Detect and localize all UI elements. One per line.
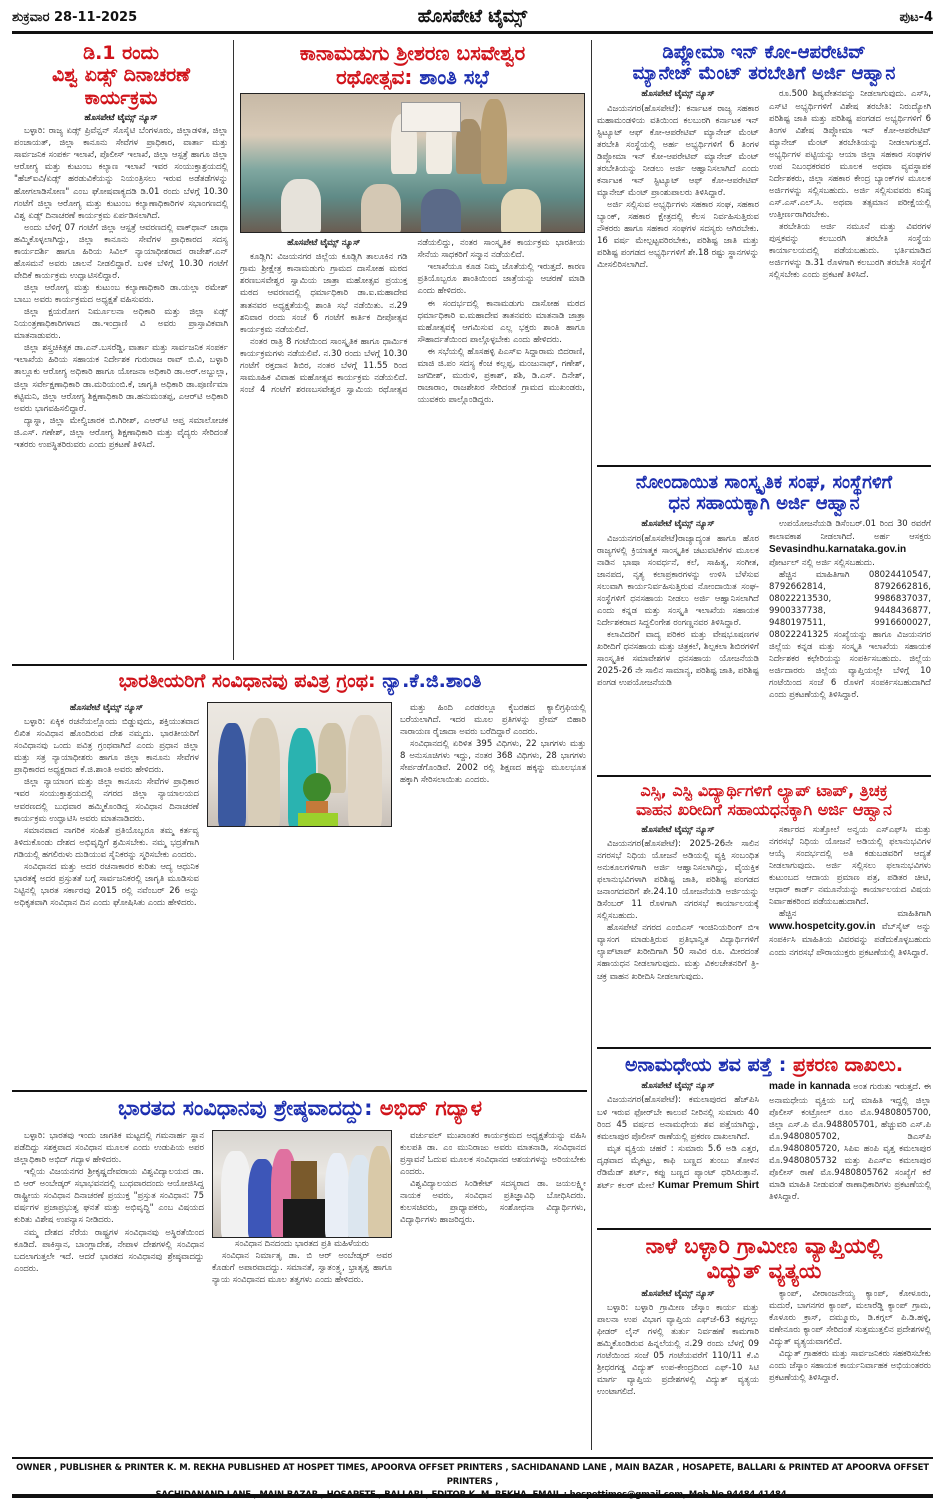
article-body-col1 xyxy=(14,702,199,909)
headline-line: ಡಿ.1 ರಂದು xyxy=(83,42,159,64)
headline-line: ಧನ ಸಹಾಯಕ್ಕಾಗಿ ಅರ್ಜಿ ಆಹ್ವಾನ xyxy=(668,493,860,515)
section-rule xyxy=(12,664,587,666)
paragraph: ಜಿಲ್ಲಾ ಆರೋಗ್ಯ ಮತ್ತು ಕುಟುಂಬ ಕಲ್ಯಾಣಾಧಿಕಾರಿ ಡಾ.ಯಲ್ಲಾ ರಮೇಶ್ ಬಾಬು ಅವರು ಕಾರ್ಯಕ್ರಮದ ಅಧ್ಯಕ್ಷತೆ ವಹಿಸುವರು. xyxy=(14,283,228,306)
text: ಅಂತ ಗುರುತು ಇರುತ್ತದೆ. ಈ ಅನಾಮಧೇಯ ವ್ಯಕ್ತಿಯ ಬಗ್ಗೆ ಮಾಹಿತಿ ಇದ್ದಲ್ಲಿ ಜಿಲ್ಲಾ ಪೊಲೀಸ್ ಕಂಟ್ರೋಲ್ ರೂಂ ಮೊ.9480805700, ಜಿಲ್ಲಾ ಎಸ್.ಪಿ ಮೊ.948805701, ಹೆಚ್ಚುವರಿ ಎಸ್.ಪಿ ಮೊ.9480805702, ಡಿಎಸ್‌ಪಿ ಮೊ.9480805720, ಸಿಪಿಐ ಹಂಪಿ ವೃತ್ತ ಕಮಲಾಪುರ ಮೊ.9480805732 ಮತ್ತು ಪಿಎಸ್‌ಐ ಕಮಲಾಪುರ ಪೊಲೀಸ್ ಠಾಣೆ ಮೊ.9480805762 ಸಂಖ್ಯೆಗೆ ಕರೆ ಮಾಡಿ ಮಾಹಿತಿ ನೀಡುವಂತೆ ಠಾಣಾಧಿಕಾರಿಗಳು ಪ್ರಕಟಣೆಯಲ್ಲಿ ತಿಳಿಸಿದ್ದಾರೆ. xyxy=(769,1082,931,1203)
headline-part: ಪ್ರಕರಣ ದಾಖಲು. xyxy=(792,1054,904,1076)
headline-part: ನ್ಯಾ.ಕೆ.ಜಿ.ಶಾಂತಿ xyxy=(382,670,482,692)
paragraph: ವಿಜಯನಗರ(ಹೊಸಪೇಟೆ)ರಾಜ್ಯಾದ್ಯಂತ ಹಾಗೂ ಹೊರ ರಾಜ್ಯಗಳಲ್ಲಿ ಕ್ರಿಯಾತ್ಮಕ ಸಾಂಸ್ಕೃತಿಕ ಚಟುವಟಿಕೆಗಳ ಮೂಲಕ ನಾಡಿನ ಭಾಷಾ ಸಂವರ್ಧನೆ, ಕಲೆ, ಸಾಹಿತ್ಯ, ಸಂಗೀತ, ಜಾನಪದ, ನೃತ್ಯ ಕಲಾಪ್ರಕಾರಗಳನ್ನು ಉಳಿಸಿ ಬೆಳೆಸುವ ಸಲುವಾಗಿ ಕಾರ್ಯನಿರ್ವಹಿಸುತ್ತಿರುವ ನೋಂದಾಯಿತ ಸಂಘ-ಸಂಸ್ಥೆಗಳಿಗೆ ಧನಸಹಾಯ ನೀಡಲು ಅರ್ಜಿ ಆಹ್ವಾನಿಸಲಾಗಿದೆ ಎಂದು ಕನ್ನಡ ಮತ್ತು ಸಂಸ್ಕೃತಿ ಇಲಾಖೆಯ ಸಹಾಯಕ ನಿರ್ದೇಶಕರಾದ ಸಿದ್ದಲಿಂಗೇಶ ರಂಗಣ್ಣನವರ ತಿಳಿಸಿದ್ದಾರೆ. xyxy=(597,533,759,628)
paragraph: ಇಲಾಖೆಯೂ ಕೂಡ ನಿಮ್ಮ ಜೊತೆಯಲ್ಲಿ ಇರುತ್ತದೆ. ಕಾರಣ ಪ್ರತಿಯೊಬ್ಬರೂ ಶಾಂತಿಯಿಂದ ಜಾತ್ರೆಯನ್ನು ಆಚರಣೆ ಮಾಡಿ ಎಂದು ಹೇಳಿದರು. xyxy=(417,262,585,297)
headline xyxy=(240,42,585,89)
article-body-col3 xyxy=(400,702,586,786)
headline-line: ಮ್ಯಾನೇಜ್ ಮೆಂಟ್ ತರಬೇತಿಗೆ ಅರ್ಜಿ ಆಹ್ವಾನ xyxy=(632,63,896,85)
paragraph: ವಿಜಯನಗರ(ಹೊಸಪೇಟೆ): 2025-26ನೇ ಸಾಲಿನ ನಗರಸಭೆ ನಿಧಿಯ ಯೋಜನೆ ಅಡಿಯಲ್ಲಿ ವ್ಯಕ್ತಿ ಸಂಬಂಧಿತ ಅನುಕೂಲಗಳಿಗಾಗಿ ಅರ್ಜಿ ಆಹ್ವಾನಿಸಲಾಗಿದ್ದು, ವೈಯಕ್ತಿಕ ಫಲಾನುಭವಿಗಳಾಗಿ ಪರಿಶಿಷ್ಟ ಜಾತಿ, ಪರಿಶಿಷ್ಟ ಪಂಗಡದ ಜನಾಂಗದವರಿಗೆ ಶೇ.24.10 ಯೋಜನೆಯಡಿ ಅರ್ಜಿಯನ್ನು ಡಿಸೆಂಬರ್ 11 ರೊಳಗಾಗಿ ನಗರಸಭೆ ಕಾರ್ಯಾಲಯಕ್ಕೆ ಸಲ್ಲಿಸಬಹುದು. xyxy=(597,838,759,922)
paragraph: ಕೂಡ್ಲಿಗಿ: ವಿಜಯನಗರ ಜಿಲ್ಲೆಯ ಕೂಡ್ಲಿಗಿ ತಾಲೂಕಿನ ಗಡಿ ಗ್ರಾಮ ಶ್ರೀಕ್ಷೇತ್ರ ಕಾನಾಮಡುಗು ಗ್ರಾಮದ ದಾಸೋಹ ಮಠದ ಶರಣಬಸವೇಶ್ವರ ಸ್ವಾಮಿಯ ಜಾತ್ರಾ ಮಹೋತ್ಸವ ಪ್ರಯುಕ್ತ ಮಠದ ಆವರಣದಲ್ಲಿ ಧರ್ಮಾಧಿಕಾರಿ ಡಾ.ಐ.ಮಹಾದೇವ ತಾತನವರ ಅಧ್ಯಕ್ಷತೆಯಲ್ಲಿ ಶಾಂತಿ ಸಭೆ ನಡೆಯಿತು. ನ.29 ಶನಿವಾರ ರಂದು ಸಂಜೆ 6 ಗಂಟೆಗೆ ಕಾರ್ತಿಕ ದೀಪೋತ್ಸವ ಕಾರ್ಯಕ್ರಮ ನಡೆಯಲಿದೆ. xyxy=(240,252,408,335)
text: ಪೋರ್ಟಲ್ ನಲ್ಲಿ ಅರ್ಜಿ ಸಲ್ಲಿಸಬಹುದು. xyxy=(769,557,875,568)
headline-line: ಎಸ್ಸಿ, ಎಸ್ಟಿ ವಿದ್ಯಾರ್ಥಿಗಳಿಗೆ ಲ್ಯಾಪ್ ಟಾಪ್, ತ್ರಿಚಕ್ರ xyxy=(640,781,888,800)
headline xyxy=(597,472,931,514)
article-body xyxy=(597,88,931,281)
text: ಮೃತ ವ್ಯಕ್ತಿಯ ಚಹರೆ : ಸುಮಾರು 5.6 ಅಡಿ ಎತ್ತರ, ದೃಢವಾದ ಮೈಕಟ್ಟು, ಕಾಫಿ ಬಣ್ಣದ ತುಂಬು ತೋಳಿನ ರೆಡಿಮೆಡ್ ಶರ್ಟ್, ಕಪ್ಪು ಬಣ್ಣದ ಪ್ಯಾಂಟ್ ಧರಿಸಿರುತ್ತಾನೆ. ಶರ್ಟ್ ಕಲರ್ ಮೇಲೆ xyxy=(597,1143,759,1191)
section-rule xyxy=(12,1090,587,1092)
paragraph: ಬಳ್ಳಾರಿ: ರಾಜ್ಯ ಏಡ್ಸ್ ಪ್ರಿವೆನ್ಷನ್ ಸೊಸೈಟಿ ಬೆಂಗಳೂರು, ಜಿಲ್ಲಾಡಳಿತ, ಜಿಲ್ಲಾ ಪಂಚಾಯತ್, ಜಿಲ್ಲಾ ಕಾನೂನು ಸೇವೆಗಳ ಪ್ರಾಧಿಕಾರ, ವಾರ್ತಾ ಮತ್ತು ಸಾರ್ವಜನಿಕ ಸಂಪರ್ಕ ಇಲಾಖೆ, ಪೊಲೀಸ್ ಇಲಾಖೆ, ಜಿಲ್ಲಾ ಆಸ್ಪತ್ರೆ ಹಾಗೂ ಜಿಲ್ಲಾ ಆರೋಗ್ಯ ಮತ್ತು ಕುಟುಂಬ ಕಲ್ಯಾಣ ಇಲಾಖೆ ಇವರ ಸಂಯುಕ್ತಾಶ್ರಯದಲ್ಲಿ "ಹೆಚ್‌ಐವಿ/ಏಡ್ಸ್ ಹರಡುವಿಕೆಯನ್ನು ನಿಯಂತ್ರಿಸಲು ಇರುವ ಅಡೆತಡೆಗಳನ್ನು ಹೋಗಲಾಡಿಸೋಣ" ಎಂಬ ಘೋಷವಾಕ್ಯದಡಿ ಡಿ.01 ರಂದು ಬೆಳಗ್ಗೆ 10.30 ಗಂಟೆಗೆ ಜಿಲ್ಲಾ ಆರೋಗ್ಯ ಮತ್ತು ಕುಟುಂಬ ಕಲ್ಯಾಣಾಧಿಕಾರಿಗಳ ಸಭಾಂಗಣದಲ್ಲಿ ವಿಶ್ವ ಏಡ್ಸ್ ದಿನಾಚರಣೆ ಕಾರ್ಯಕ್ರಮ ಏರ್ಪಡಿಸಲಾಗಿದೆ. xyxy=(14,126,228,221)
paragraph: ಸಮಾನವಾದ ನಾಗರಿಕ ಸಂಹಿತೆ ಪ್ರತಿಯೊಬ್ಬರೂ ತಮ್ಮ ಕರ್ತವ್ಯ ತಿಳಿದುಕೊಂಡು ದೇಶದ ಅಭಿವೃದ್ಧಿಗೆ ಶ್ರಮಿಸಬೇಕು. ನಮ್ಮ ಭದ್ರತೆಗಾಗಿ ಗಡಿಯಲ್ಲಿ ಹಗಲಿರುಳು ದುಡಿಯುವ ಸೈನಿಕರನ್ನು ಸ್ಮರಿಸಬೇಕು ಎಂದರು. xyxy=(14,825,199,860)
headline-part: ಶಾಂತಿ ಸಭೆ xyxy=(419,64,489,89)
paragraph: ಸಂವಿಧಾನದಲ್ಲಿ ಏರಿಳಿತ 395 ವಿಧಿಗಳು, 22 ಭಾಗಗಳು ಮತ್ತು 8 ಅನುಸೂಚಿಗಳು ಇದ್ದು, ನಂತರ 368 ವಿಧಿಗಳು, 28 ಭಾಗಗಳು ಸೇರ್ಪಡೆಗೊಂಡಿವೆ. 2002 ರಲ್ಲಿ ಶಿಕ್ಷಣದ ಹಕ್ಕನ್ನು ಮೂಲಭೂತ ಹಕ್ಕಾಗಿ ಸೇರಿಸಲಾಯಿತು ಎಂದರು. xyxy=(400,739,586,786)
paragraph: ಜಿಲ್ಲಾ ಕ್ಷಯರೋಗ ನಿರ್ಮೂಲನಾ ಅಧಿಕಾರಿ ಮತ್ತು ಜಿಲ್ಲಾ ಏಡ್ಸ್ ನಿಯಂತ್ರಣಾಧಿಕಾರಿಗಳಾದ ಡಾ.ಇಂದ್ರಾಣಿ ವಿ ಅವರು ಪ್ರಾಸ್ತಾವಿಕವಾಗಿ ಮಾತನಾಡುವರು. xyxy=(14,307,228,342)
byline: ಹೊಸಪೇಟೆ ಟೈಮ್ಸ್ ನ್ಯೂಸ್ xyxy=(641,1288,715,1299)
article-body xyxy=(240,237,585,406)
text: ಹೆಚ್ಚಿನ ಮಾಹಿತಿಗಾಗಿ xyxy=(779,909,931,920)
section-rule xyxy=(597,465,931,467)
section-rule xyxy=(597,775,931,777)
paragraph: ತರಬೇತಿಯ ಅರ್ಜಿ ನಮೂನೆ ಮತ್ತು ವಿವರಗಳ ಪುಸ್ತಕವನ್ನು ಕಲಬುರಗಿ ತರಬೇತಿ ಸಂಸ್ಥೆಯ ಕಾರ್ಯಾಲಯದಲ್ಲಿ ಪಡೆಯಬಹುದು. ಭರ್ತಿಮಾಡಿದ ಅರ್ಜಿಗಳನ್ನು ಡಿ.31 ರೊಳಗಾಗಿ ಕಲಬುರಗಿ ತರಬೇತಿ ಸಂಸ್ಥೆಗೆ ಸಲ್ಲಿಸಬೇಕು ಎಂದು ಪ್ರಕಟಣೆ ತಿಳಿಸಿದೆ. xyxy=(769,222,931,281)
headline-part: ರಥೋತ್ಸವ: xyxy=(336,64,413,89)
article-laptop xyxy=(597,780,931,1042)
paragraph: ಸಂವಿಧಾನ ನಿರ್ಮಾತೃ ಡಾ. ಬಿ ಆರ್ ಅಂಬೇಡ್ಕರ್ ಅವರ ಕೊಡುಗೆ ಅಪಾರವಾದದ್ದು. ಸಮಾನತೆ, ಸ್ವಾತಂತ್ರ್ಯ, ಭ್ರಾತೃತ್ವ ಹಾಗೂ ನ್ಯಾಯ ಸಂವಿಧಾನದ ಮೂಲ ತತ್ವಗಳು ಎಂದು ಹೇಳಿದರು. xyxy=(212,1251,392,1286)
paragraph: ನಮ್ಮ ದೇಶದ ನೆರೆಯ ರಾಷ್ಟ್ರಗಳ ಸಂವಿಧಾನವು ಅಸ್ಥಿರತೆಯಿಂದ ಕೂಡಿದೆ. ಪಾಕಿಸ್ತಾನ, ಬಾಂಗ್ಲಾದೇಶ, ನೇಪಾಳ ದೇಶಗಳಲ್ಲಿ ಸಂವಿಧಾನ ಬದಲಾಗುತ್ತಲೇ ಇದೆ. ಆದರೆ ಭಾರತದ ಸಂವಿಧಾನವು ಶ್ರೇಷ್ಠವಾದದ್ದು ಎಂದರು. xyxy=(14,1227,204,1274)
paper-name: ಹೊಸಪೇಟೆ ಟೈಮ್ಸ್ xyxy=(417,6,528,27)
imprint-line: OWNER , PUBLISHER & PRINTER K. M. REKHA PUBLISHED AT HOSPET TIMES, APOORVA OFFSET PRINTERS , SACHIDANAND LANE , MAIN BAZAR , HOSAPETE, BALLARI & PRINTED AT APOORVA OFFSET PRINTERS , xyxy=(16,1463,929,1487)
photo-caption: ಸಂವಿಧಾನ ದಿನದಂದು ಭಾರತದ ಪ್ರತಿ ಮಹಿಳೆಯರು xyxy=(235,1239,369,1249)
article-sangha-grant xyxy=(597,470,931,770)
paragraph: ಅಂದು ಬೆಳಿಗ್ಗೆ 07 ಗಂಟೆಗೆ ಜಿಲ್ಲಾ ಆಸ್ಪತ್ರೆ ಆವರಣದಲ್ಲಿ ವಾಕ್‌ಥಾನ್ ಜಾಥಾ ಹಮ್ಮಿಕೊಳ್ಳಲಾಗಿದ್ದು, ಜಿಲ್ಲಾ ಕಾನೂನು ಸೇವೆಗಳ ಪ್ರಾಧಿಕಾರದ ಸದಸ್ಯ ಕಾರ್ಯದರ್ಶಿ ಹಾಗೂ ಹಿರಿಯ ಸಿವಿಲ್ ನ್ಯಾಯಾಧೀಶರಾದ ರಾಜೇಶ್.ಎನ್ ಹೊಸಮನೆ ಅವರು ಚಾಲನೆ ನೀಡಲಿದ್ದಾರೆ. ಬಳಿಕ ಬೆಳಿಗ್ಗೆ 10.30 ಗಂಟೆಗೆ ವೇದಿಕೆ ಕಾರ್ಯಕ್ರಮ ಉದ್ಘಾಟಿಸಲಿದ್ದಾರೆ. xyxy=(14,222,228,281)
paragraph: ಜಿಲ್ಲಾ ಶಸ್ತ್ರಚಿಕಿತ್ಸಕ ಡಾ.ಎನ್.ಬಸರೆಡ್ಡಿ, ವಾರ್ತಾ ಮತ್ತು ಸಾರ್ವಜನಿಕ ಸಂಪರ್ಕ ಇಲಾಖೆಯ ಹಿರಿಯ ಸಹಾಯಕ ನಿರ್ದೇಶಕ ಗುರುರಾಜ ರಾವ್ ಬಿ.ವಿ, ಬಳ್ಳಾರಿ ತಾಲ್ಲೂಕು ಆರೋಗ್ಯ ಅಧಿಕಾರಿ ಹಾಗೂ ಯೋಜನಾ ಅಧಿಕಾರಿ ಡಾ.ಅರ್.ಅಬ್ದುಲ್ಲಾ, ಜಿಲ್ಲಾ ಸರ್ವೇಕ್ಷಣಾಧಿಕಾರಿ ಡಾ.ಮರಿಯಂಬಿ.ಕೆ, ಜಾಗೃತಿ ಅಧಿಕಾರಿ ಡಾ.ಪೂರ್ಣಿಮಾ ಕಟ್ಟಿಮನಿ, ಜಿಲ್ಲಾ ಆರೋಗ್ಯ ಶಿಕ್ಷಣಾಧಿಕಾರಿ ಡಾ.ಹನುಮಂತಪ್ಪ, ಎಆರ್‌ಟಿ ಅಧಿಕಾರಿ ಅವರು ಭಾಗವಹಿಸಲಿದ್ದಾರೆ. xyxy=(14,343,228,414)
article-body-col3 xyxy=(400,1130,586,1227)
headline xyxy=(597,782,931,820)
page-number: ಪುಟ-4 xyxy=(899,10,933,25)
masthead xyxy=(12,6,933,34)
text: ಸಂಖ್ಯೆಯನ್ನು ಹಾಗೂ ವಿಜಯನಗರ ಜಿಲ್ಲೆಯ ಕನ್ನಡ ಮತ್ತು ಸಂಸ್ಕೃತಿ ಇಲಾಖೆಯ ಸಹಾಯಕ ನಿರ್ದೇಶಕರ ಕಛೇರಿಯನ್ನು ಸಂಪರ್ಕಿಸಬಹುದು. ಜಿಲ್ಲೆಯ ಅರ್ಜಿದಾರರು ಜಿಲ್ಲೆಯ ವ್ಯಾಪ್ತಿಯಲ್ಲೇ ಬೆಳಿಗ್ಗೆ 10 ಗಂಟೆಯಿಂದ ಸಂಜೆ 6 ರೊಳಗೆ ಸಂಪರ್ಕಿಸಬಹುದಾಗಿದೆ ಎಂದು ಪ್ರಕಟಣೆಯಲ್ಲಿ ತಿಳಿಸಿದ್ದಾರೆ. xyxy=(769,630,931,701)
section-rule xyxy=(597,1047,931,1049)
column-divider xyxy=(591,40,592,1450)
paragraph: ಈ ಸಭೆಯಲ್ಲಿ ಹೊಸಹಳ್ಳಿ ಪಿಎಸ್‌ಐ ಸಿದ್ದಾರಾಮ ಬಿದರಾಣಿ, ಮಾಜಿ ಜಿ.ಪಂ ಸದಸ್ಯ ಕೆಂಚ ಕಲ್ಲಪ್ಪ, ಮಂಜುನಾಥ್, ಗಣೇಶ್, ಜಗದೀಶ್, ಮುರುಳಿ, ಪ್ರಕಾಶ್, ಶಶಿ, ಡಿ.ಎಸ್. ದಿನೇಶ್, ರಾಜಾರಾಂ, ರಾಜಶೇಖರ ಸೇರಿದಂತೆ ಗ್ರಾಮದ ಮುಖಂಡರು, ಯುವಕರು ಪಾಲ್ಗೊಂಡಿದ್ದರು. xyxy=(417,346,585,405)
paragraph: ಈ ಸಂದರ್ಭದಲ್ಲಿ ಕಾನಾಮಡುಗು ದಾಸೋಹ ಮಠದ ಧರ್ಮಾಧಿಕಾರಿ ಐ.ಮಹಾದೇವ ತಾತನವರು ಮಾತನಾಡಿ ಜಾತ್ರಾ ಮಹೋತ್ಸವಕ್ಕೆ ಆಗಮಿಸುವ ಎಲ್ಲ ಭಕ್ತರು ಶಾಂತಿ ಹಾಗೂ ಸೌಹಾರ್ದತೆಯಿಂದ ಪಾಲ್ಗೊಳ್ಳಬೇಕು ಎಂದು ಹೇಳಿದರು. xyxy=(417,298,585,345)
phone-numbers: 08024410547, 8792662814, 8792662816, 08022213530, 9986837037, 9900337738, 9448436877, 9480197511, 9916600027, 08022241325 xyxy=(769,569,931,641)
article-samvidhana-kg xyxy=(14,668,586,1076)
paragraph: ಸರ್ಕಾರದ ಸುತ್ತೋಲೆ ಅನ್ವಯ ಎಸ್‌ಎಫ್‌ಸಿ ಮತ್ತು ನಗರಸಭೆ ನಿಧಿಯ ಯೋಜನೆ ಅಡಿಯಲ್ಲಿ ಫಲಾನುಭವಿಗಳ ಆಯ್ಕೆ ಸಂದರ್ಭದಲ್ಲಿ ಅತಿ ಕಡುಬಡವರಿಗೆ ಆದ್ಯತೆ ನೀಡಲಾಗುವುದು. ಅರ್ಜಿ ಸಲ್ಲಿಸಲು ಫಲಾನುಭವಿಗಳು ಕುಟುಂಬದ ಆದಾಯ ಪ್ರಮಾಣ ಪತ್ರ, ಪಡಿತರ ಚೀಟಿ, ಆಧಾರ್ ಕಾರ್ಡ್ ನಮೂನೆಯನ್ನು ಕಾರ್ಯಾಲಯದ ವಿಷಯ ನಿರ್ವಾಹಕರಿಂದ ಪಡೆಯಬಹುದಾಗಿದೆ. xyxy=(769,824,931,908)
shirt-label: Kumar Premum Shirt made in xyxy=(657,1081,807,1191)
article-dead-body xyxy=(597,1052,931,1224)
article-body xyxy=(597,518,931,701)
paragraph: ನಂತರ ರಾತ್ರಿ 8 ಗಂಟೆಯಿಂದ ಸಾಂಸ್ಕೃತಿಕ ಹಾಗೂ ಧಾರ್ಮಿಕ ಕಾರ್ಯಕ್ರಮಗಳು ನಡೆಯಲಿವೆ. ನ.30 ರಂದು ಬೆಳಗ್ಗೆ 10.30 ಗಂಟೆಗೆ ರಕ್ತದಾನ ಶಿಬಿರ, ನಂತರ ಬೆಳಗ್ಗೆ 11.55 ರಿಂದ ಸಾಮೂಹಿಕ ವಿವಾಹ ಮಹೋತ್ಸವ ಕಾರ್ಯಕ್ರಮ ನಡೆಯಲಿದೆ. ಸಂಜೆ 4 ಗಂಟೆಗೆ ಶರಣಬಸವೇಶ್ವರ ಸ್ವಾಮಿಯ ರಥೋತ್ಸವ ನಡೆಯಲಿದ್ದು, ನಂತರ ಸಾಂಸ್ಕೃತಿಕ ಕಾರ್ಯಕ್ರಮ ಭಾರತೀಯ ಸೇನೆಯ ಸಾಧಕರಿಗೆ ಸನ್ಮಾನ ನಡೆಯಲಿದೆ. xyxy=(240,238,585,395)
paragraph: ಕ್ಯಾಂಪ್, ವೀರಾಂಜನೇಯ್ಯ ಕ್ಯಾಂಪ್, ಕೋಳೂರು, ಮದುರೆ, ಬಾಗನಗರ ಕ್ಯಾಂಪ್, ಮಲಾರೆಡ್ಡಿ ಕ್ಯಾಂಪ್ ಗ್ರಾಮ, ಕೊಳೂರು ಕ್ರಾಸ್, ದಮ್ಮೂರು, ಡಿ.ಕಗ್ಗಲ್ ಪಿ.ಡಿ.ಹಳ್ಳಿ, ವಣೇನೂರು ಕ್ಯಾಂಪ್ ಸೇರಿದಂತೆ ಸುತ್ತಮುತ್ತಲಿನ ಪ್ರದೇಶಗಳಲ್ಲಿ ವಿದ್ಯುತ್ ವ್ಯತ್ಯಯವಾಗಲಿದೆ. xyxy=(769,1288,931,1347)
byline: ಹೊಸಪೇಟೆ ಟೈಮ್ಸ್ ನ್ಯೂಸ್ xyxy=(641,824,715,835)
headline xyxy=(14,1096,586,1121)
byline: ಹೊಸಪೇಟೆ ಟೈಮ್ಸ್ ನ್ಯೂಸ್ xyxy=(84,113,158,124)
hospetcity-link[interactable]: www.hospetcity.gov.in xyxy=(769,921,876,933)
paragraph: ರೂ.500 ಶಿಷ್ಯವೇತನವನ್ನು ನೀಡಲಾಗುವುದು. ಎಸ್‌ಸಿ, ಎಸ್‌ಟಿ ಅಭ್ಯರ್ಥಿಗಳಿಗೆ ವಿಶೇಷ ತರಬೇತಿ: ನಿರುದ್ಯೋಗಿ ಪರಿಶಿಷ್ಟ ಜಾತಿ ಮತ್ತು ಪರಿಶಿಷ್ಟ ಪಂಗಡದ ಅಭ್ಯರ್ಥಿಗಳಿಗೆ 6 ತಿಂಗಳ ವಿಶೇಷ ಡಿಪ್ಲೋಮಾ ಇನ್ ಕೋ-ಆಪರೇಟಿವ್ ಮ್ಯಾನೇಜ್ ಮೆಂಟ್ ತರಬೇತಿಯನ್ನು ನೀಡಲಾಗುತ್ತದೆ. ಅಭ್ಯರ್ಥಿಗಳ ಪಟ್ಟಿಯನ್ನು ಆಯಾ ಜಿಲ್ಲಾ ಸಹಕಾರ ಸಂಘಗಳ ಉಪ ನಿಬಂಧಕರವರ ಮೂಲಕ ಅಥವಾ ವ್ಯವಸ್ಥಾಪಕ ನಿರ್ದೇಶಕರು, ಜಿಲ್ಲಾ ಸಹಕಾರ ಕೇಂದ್ರ ಬ್ಯಾಂಕ್‌ಗಳ ಮೂಲಕ ಅರ್ಜಿಗಳನ್ನು ಸಲ್ಲಿಸಬಹುದು. ಅರ್ಜಿ ಸಲ್ಲಿಸುವವರು ಕನಿಷ್ಠ ಎಸ್.ಎಸ್.ಎಲ್.ಸಿ. ಅಥವಾ ತತ್ಸಮಾನ ಪರೀಕ್ಷೆಯಲ್ಲಿ ಉತ್ತೀರ್ಣರಾಗಿರಬೇಕು. xyxy=(769,89,931,221)
headline-part: ಅಭಿದ್ ಗದ್ಯಾಳ xyxy=(379,1096,483,1120)
peace-meeting-photo xyxy=(240,93,585,233)
paragraph: ವಿಜಯನಗರ(ಹೊಸಪೇಟೆ): ಕರ್ನಾಟಕ ರಾಜ್ಯ ಸಹಕಾರ ಮಹಾಮಂಡಳಿಯ ವತಿಯಿಂದ ಕಲಬುರಗಿ ಕರ್ನಾಟಕ ಇನ್ ಸ್ಟಿಟ್ಯೂಟ್ ಆಫ್ ಕೋ-ಆಪರೇಟಿವ್ ಮ್ಯಾನೇಜ್ ಮೆಂಟ್ ತರಬೇತಿ ಸಂಸ್ಥೆಯಲ್ಲಿ ಅರ್ಹ ಅಭ್ಯರ್ಥಿಗಳಿಗೆ 6 ತಿಂಗಳ ಡಿಪ್ಲೋಮಾ ಇನ್ ಕೋ-ಆಪರೇಟಿವ್ ಮ್ಯಾನೇಜ್ ಮೆಂಟ್ ತರಬೇತಿಯನ್ನು ನೀಡಲು ಅರ್ಜಿ ಆಹ್ವಾನಿಸಲಾಗಿದೆ ಎಂದು ಕರ್ನಾಟಕ ಇನ್ ಸ್ಟಿಟ್ಯೂಟ್ ಆಫ್ ಕೋ-ಆಪರೇಟಿವ್ ಮ್ಯಾನೇಜ್ ಮೆಂಟ್ ಪ್ರಾಂಶುಪಾಲರು ತಿಳಿಸಿದ್ದಾರೆ. xyxy=(597,103,759,198)
plant-watering-photo xyxy=(207,702,392,827)
headline-line: ವಿದ್ಯುತ್ ವ್ಯತ್ಯಯ xyxy=(706,1258,822,1283)
paragraph: ಬಳ್ಳಾರಿ: ಏಕ್ಕಿಕ ರಚನೆಯಲ್ಲೊಂದು ಬಿಡ್ಡುವುದು, ಶಕ್ತಿಯುತವಾದ ಲಿಖಿತ ಸಂವಿಧಾನ ಹೊಂದಿರುವ ದೇಶ ನಮ್ಮದು. ಭಾರತೀಯರಿಗೆ ಸಂವಿಧಾನವು ಒಂದು ಪವಿತ್ರ ಗ್ರಂಥವಾಗಿದೆ ಎಂದು ಪ್ರಧಾನ ಜಿಲ್ಲಾ ಮತ್ತು ಸತ್ರ ನ್ಯಾಯಾಧೀಶರು ಹಾಗೂ ಜಿಲ್ಲಾ ಕಾನೂನು ಸೇವೆಗಳ ಪ್ರಾಧಿಕಾರದ ಅಧ್ಯಕ್ಷರಾದ ಕೆ.ಜಿ.ಶಾಂತಿ ಅವರು ಹೇಳಿದರು. xyxy=(14,717,199,776)
article-diploma xyxy=(597,40,931,460)
article-rathotsava xyxy=(240,40,585,660)
shirt-label: kannada xyxy=(809,1081,851,1093)
headline xyxy=(597,1054,931,1076)
paragraph: ಬಳ್ಳಾರಿ: ಭಾರತವು ಇಂದು ಜಾಗತಿಕ ಮಟ್ಟದಲ್ಲಿ ಗಮನಾರ್ಹ ಸ್ಥಾನ ಪಡೆದಿದ್ದು ಸಶಕ್ತವಾದ ಸಂವಿಧಾನ ಮೂಲಕ ಎಂದು ಉಡುಪಿಯ ಅಪರ ಜಿಲ್ಲಾಧಿಕಾರಿ ಅಭಿದ್ ಗದ್ಯಾಳ ಹೇಳಿದರು. xyxy=(14,1131,204,1166)
headline xyxy=(597,1234,931,1284)
headline-line: ನೋಂದಾಯಿತ ಸಾಂಸ್ಕೃತಿಕ ಸಂಘ, ಸಂಸ್ಥೆಗಳಿಗೆ xyxy=(635,472,893,493)
headline-line: ವಾಹನ ಖರೀದಿಗೆ ಸಹಾಯಧನಕ್ಕಾಗಿ ಅರ್ಜಿ ಆಹ್ವಾನ xyxy=(636,799,892,819)
issue-date: ಶುಕ್ರವಾರ 28-11-2025 xyxy=(12,10,138,25)
text: ಹೆಚ್ಚಿನ ಮಾಹಿತಿಗಾಗಿ xyxy=(779,569,850,580)
paragraph: ವಿದ್ಯುತ್ ಗ್ರಾಹಕರು ಮತ್ತು ಸಾರ್ವಜನಿಕರು ಸಹಕರಿಸಬೇಕು ಎಂದು ಜೆಸ್ಕಾಂ ಸಹಾಯಕ ಕಾರ್ಯನಿರ್ವಾಹಕ ಅಭಿಯಂತರರು ಪ್ರಕಟಣೆಯಲ್ಲಿ ತಿಳಿಸಿದ್ದಾರೆ. xyxy=(769,1348,931,1383)
byline: ಹೊಸಪೇಟೆ ಟೈಮ್ಸ್ ನ್ಯೂಸ್ xyxy=(69,703,144,713)
article-body xyxy=(597,824,931,983)
paragraph: ಅರ್ಜಿ ಸಲ್ಲಿಸುವ ಅಭ್ಯರ್ಥಿಗಳು ಸಹಕಾರ ಸಂಘ, ಸಹಕಾರ ಬ್ಯಾಂಕ್, ಸಹಕಾರ ಕ್ಷೇತ್ರದಲ್ಲಿ ಕೆಲಸ ನಿರ್ವಹಿಸುತ್ತಿರುವ ನೌಕರರು ಹಾಗೂ ಸಹಕಾರ ಸಂಘಗಳ ಸದಸ್ಯರು ಆಗಿರಬೇಕು. 16 ವರ್ಷ ಮೇಲ್ಪಟ್ಟವರಿರಬೇಕು, ಪರಿಶಿಷ್ಟ ಜಾತಿ ಮತ್ತು ಪರಿಶಿಷ್ಟ ಪಂಗಡದ ಅಭ್ಯರ್ಥಿಗಳಿಗೆ ಶೇ.18 ರಷ್ಟು ಸ್ಥಾನಗಳನ್ನು ಮೀಸಲಿರಿಸಲಾಗಿದೆ. xyxy=(597,200,759,271)
paragraph: ಬಳ್ಳಾರಿ: ಬಳ್ಳಾರಿ ಗ್ರಾಮೀಣ ಜೆಸ್ಕಾಂ ಕಾರ್ಯ ಮತ್ತು ಪಾಲನಾ ಉಪ ವಿಭಾಗ ವ್ಯಾಪ್ತಿಯ ಎಫ್‌ಜೆ-63 ಕಪ್ಪಗಲ್ಲು ಫೀಡರ್ ಲೈನ್ ಗಳಲ್ಲಿ ತುರ್ತು ನಿರ್ವಹಣೆ ಕಾಮಗಾರಿ ಹಮ್ಮಿಕೊಂಡಿರುವ ಹಿನ್ನಲೆಯಲ್ಲಿ ನ.29 ರಂದು ಬೆಳಗ್ಗೆ 09 ಗಂಟೆಯಿಂದ ಸಂಜೆ 05 ಗಂಟೆಯವರೆಗೆ 110/11 ಕೆ.ವಿ ಶ್ರೀಧರಗಡ್ಡ ವಿದ್ಯುತ್ ಉಪ-ಕೇಂದ್ರದಿಂದ ಎಫ್-10 ಸಿಟಿ ಮಾರ್ಗ ವ್ಯಾಪ್ತಿಯ ಪ್ರದೇಶಗಳಲ್ಲಿ ವಿದ್ಯುತ್ ವ್ಯತ್ಯಯ ಉಂಟಾಗಲಿದೆ. xyxy=(597,1302,759,1398)
headline-line: ನಾಳೆ ಬಳ್ಳಾರಿ ಗ್ರಾಮೀಣ ವ್ಯಾಪ್ತಿಯಲ್ಲಿ xyxy=(645,1234,883,1258)
paragraph: ದ್ಯಾಸ್ನಾ, ಜಿಲ್ಲಾ ಮೇಲ್ವಿಚಾರಕ ಬಿ.ಗಿರೀಶ್, ಎಆರ್‌ಟಿ ಆಪ್ತ ಸಮಾಲೋಚಕ ಜಿ.ಎಸ್. ಗಣೇಶ್, ಜಿಲ್ಲಾ ಆರೋಗ್ಯ ಶಿಕ್ಷಣಾಧಿಕಾರಿ ಮತ್ತು ವೈದ್ಯರು ಸೇರಿದಂತೆ ಇತರರು ಉಪಸ್ಥಿತರಿರುವರು ಎಂದು ಪ್ರಕಟಣೆ ತಿಳಿಸಿದೆ. xyxy=(14,415,228,450)
paragraph: ಸಂವಿಧಾನದ ಮತ್ತು ಅದರ ರಚನಾಕಾರರ ಕುರಿತು ಆದ್ಯ ಆಧುನಿಕ ಭಾರತಕ್ಕೆ ಅದರ ಪ್ರಸ್ತುತತೆ ಬಗ್ಗೆ ಸಾರ್ವಜನಿಕರಲ್ಲಿ ಜಾಗೃತಿ ಮೂಡಿಸುವ ನಿಟ್ಟಿನಲ್ಲಿ ಭಾರತ ಸರ್ಕಾರವು 2015 ರಲ್ಲಿ ನವೆಂಬರ್ 26 ಅನ್ನು ಅಧಿಕೃತವಾಗಿ ಸಂವಿಧಾನ ದಿನ ಎಂದು ಘೋಷಿಸಿತು ಎಂದು ಹೇಳಿದರು. xyxy=(14,861,199,908)
article-body xyxy=(597,1080,931,1203)
headline xyxy=(597,42,931,84)
byline: ಹೊಸಪೇಟೆ ಟೈಮ್ಸ್ ನ್ಯೂಸ್ xyxy=(641,89,715,100)
photo-block xyxy=(212,1130,392,1286)
byline: ಹೊಸಪೇಟೆ ಟೈಮ್ಸ್ ನ್ಯೂಸ್ xyxy=(641,1081,715,1092)
headline-part: ಭಾರತೀಯರಿಗೆ ಸಂವಿಧಾನವು ಪವಿತ್ರ ಗ್ರಂಥ: xyxy=(118,670,376,692)
constitution-day-photo xyxy=(212,1130,392,1238)
sevasindhu-link[interactable]: Sevasindhu.karnataka.gov.in xyxy=(769,543,907,555)
text: ವೆಬ್‌ಸೈಟ್ ಅನ್ನು ಸಂಪರ್ಕಿಸಿ ಮಾಹಿತಿಯ ವಿವರವನ್ನು ಪಡೆದುಕೊಳ್ಳಬಹುದು ಎಂದು ನಗರಸಭೆ ಪೌರಾಯುಕ್ತರು ಪ್ರಕಟಣೆಯಲ್ಲಿ ತಿಳಿಸಿದ್ದಾರೆ. xyxy=(769,922,931,958)
paragraph: ಹೊಸಪೇಟೆ ನಗರದ ಎಂಬಿಎಸ್ ಇಂಜಿನಿಯರಿಂಗ್ ಬಿಇ ವ್ಯಾಸಂಗ ಮಾಡುತ್ತಿರುವ ಪ್ರತಿಭಾನ್ವಿತ ವಿದ್ಯಾರ್ಥಿಗಳಿಗೆ ಲ್ಯಾಪ್‌ಟಾಪ್ ಖರೀದಿಗಾಗಿ 50 ಸಾವಿರ ರೂ. ಮೀರದಂತೆ ಸಹಾಯಧನ ನೀಡಲಾಗುವುದು. ಮತ್ತು ವಿಕಲಚೇತನರಿಗೆ ತ್ರಿ-ಚಕ್ರ ವಾಹನ ಖರೀದಿಸಿ ನೀಡಲಾಗುವುದು. xyxy=(597,923,759,982)
paragraph: ವರ್ಚುವಲ್ ಮುಖಾಂತರ ಕಾರ್ಯಕ್ರಮದ ಅಧ್ಯಕ್ಷತೆಯನ್ನು ವಹಿಸಿ ಕುಲಪತಿ ಡಾ. ಎಂ ಮುನಿರಾಜು ಅವರು ಮಾತನಾಡಿ, ಸಂವಿಧಾನದ ಪ್ರಸ್ತಾವನೆ ಓದುವ ಮೂಲಕ ಸಂವಿಧಾನದ ಆಶಯಗಳನ್ನು ಅರಿಯಬೇಕು ಎಂದರು. xyxy=(400,1131,586,1178)
paragraph: ಕಲಾವಿದರಿಗೆ ವಾದ್ಯ ಪರಿಕರ ಮತ್ತು ವೇಷಭೂಷಣಗಳ ಖರೀದಿಗೆ ಧನಸಹಾಯ ಮತ್ತು ಚಿತ್ರಕಲೆ, ಶಿಲ್ಪಕಲಾ ಶಿಬಿರಗಳಿಗೆ ಸಾಂಸ್ಕೃತಿಕ ಸಮಾವೇಶಗಳ ಧನಸಹಾಯ ಯೋಜನೆಯಡಿ 2025-26 ನೇ ಸಾಲಿನ ಸಾಮಾನ್ಯ, ಪರಿಶಿಷ್ಟ ಜಾತಿ, ಪರಿಶಿಷ್ಟ ಪಂಗಡ ಉಪಯೋಜನೆಯಡಿ xyxy=(597,630,759,689)
paragraph: ವಿಜಯನಗರ(ಹೊಸಪೇಟೆ): ಕಮಲಾಪುರದ ಹೆಚ್‌ಪಿಸಿ ಬಳಿ ಇರುವ ಫೋರ್‌ಬೇ ಕಾಲುವೆ ನೀರಿನಲ್ಲಿ ಸುಮಾರು 40 ರಿಂದ 45 ವರ್ಷದ ಅನಾಮಧೇಯ ಶವ ಪತ್ತೆಯಾಗಿದ್ದು, ಕಮಲಾಪುರ ಪೊಲೀಸ್ ಠಾಣೆಯಲ್ಲಿ ಪ್ರಕರಣ ದಾಖಲಾಗಿದೆ. xyxy=(597,1095,759,1142)
paragraph: ಇಲ್ಲಿಯ ವಿಜಯನಗರ ಶ್ರೀಕೃಷ್ಣದೇವರಾಯ ವಿಶ್ವವಿದ್ಯಾಲಯದ ಡಾ. ಬಿ ಆರ್ ಅಂಬೇಡ್ಕರ್ ಸಭಾಭವನದಲ್ಲಿ ಬುಧವಾರದಂದು ಆಯೋಜಿಸಿದ್ದ ರಾಷ್ಟ್ರೀಯ ಸಂವಿಧಾನ ದಿನಾಚರಣೆ ಪ್ರಯುಕ್ತ "ಪ್ರಸ್ತುತ ಸಂವಿಧಾನ: 75 ವರ್ಷಗಳ ಪ್ರಜಾಪ್ರಭುತ್ವ ಘನತೆ ಮತ್ತು ಅಭಿವೃದ್ಧಿ" ಎಂಬ ವಿಷಯದ ಕುರಿತು ವಿಶೇಷ ಉಪನ್ಯಾಸ ನೀಡಿದರು. xyxy=(14,1167,204,1226)
article-power-cut xyxy=(597,1232,931,1452)
headline-line: ಡಿಪ್ಲೋಮಾ ಇನ್ ಕೋ-ಆಪರೇಟಿವ್ xyxy=(662,42,866,63)
headline xyxy=(14,670,586,692)
article-body-col1 xyxy=(14,1130,204,1275)
footer-rule xyxy=(12,1494,933,1498)
headline-part: ಅನಾಮಧೇಯ ಶವ ಪತ್ತೆ : xyxy=(624,1054,787,1076)
column-divider xyxy=(233,40,234,660)
headline-line: ಕಾರ್ಯಕ್ರಮ xyxy=(84,86,158,109)
byline: ಹೊಸಪೇಟೆ ಟೈಮ್ಸ್ ನ್ಯೂಸ್ xyxy=(641,519,715,530)
section-rule xyxy=(597,1228,931,1230)
article-body xyxy=(597,1288,931,1399)
headline-line: ವಿಶ್ವ ಏಡ್ಸ್ ದಿನಾಚರಣೆ xyxy=(51,64,191,87)
headline xyxy=(14,42,228,109)
footer-top-rule xyxy=(12,1457,933,1459)
paragraph: ಮತ್ತು ಹಿಂದಿ ಎರಡರಲ್ಲೂ ಕೈಬರಹದ ಕ್ಯಾಲಿಗ್ರಫಿಯಲ್ಲಿ ಬರೆಯಲಾಗಿದೆ. ಇದರ ಮೂಲ ಪ್ರತಿಗಳನ್ನು ಪ್ರೇಮ್ ಬಿಹಾರಿ ನಾರಾಯಣ ರೈಜಾದಾ ಅವರು ಬರೆದಿದ್ದಾರೆ ಎಂದರು. xyxy=(400,703,586,738)
byline: ಹೊಸಪೇಟೆ ಟೈಮ್ಸ್ ನ್ಯೂಸ್ xyxy=(287,238,361,249)
paragraph: ಜಿಲ್ಲಾ ನ್ಯಾಯಾಂಗ ಮತ್ತು ಜಿಲ್ಲಾ ಕಾನೂನು ಸೇವೆಗಳ ಪ್ರಾಧಿಕಾರ ಇವರ ಸಂಯುಕ್ತಾಶ್ರಯದಲ್ಲಿ ನಗರದ ಜಿಲ್ಲಾ ನ್ಯಾಯಾಲಯದ ಆವರಣದಲ್ಲಿ ಬುಧವಾರ ಹಮ್ಮಿಕೊಂಡಿದ್ದ ಸಂವಿಧಾನ ದಿನಾಚರಣೆ ಕಾರ್ಯಕ್ರಮ ಉದ್ಘಾಟಿಸಿ ಅವರು ಮಾತನಾಡಿದರು. xyxy=(14,777,199,824)
article-samvidhana-abhid xyxy=(14,1094,586,1456)
headline-part: ಭಾರತದ ಸಂವಿಧಾನವು ಶ್ರೇಷ್ಠವಾದದ್ದು: xyxy=(117,1096,373,1120)
paragraph: ವಿಶ್ವವಿದ್ಯಾಲಯದ ಸಿಂಡಿಕೇಟ್ ಸದಸ್ಯರಾದ ಡಾ. ಜಯಲಕ್ಷ್ಮೀ ನಾಯಕ ಅವರು, ಸಂವಿಧಾನ ಪ್ರತಿಜ್ಞಾವಿಧಿ ಬೋಧಿಸಿದರು. ಕುಲಸಚಿವರು, ಪ್ರಾಧ್ಯಾಪಕರು, ಸಂಶೋಧನಾ ವಿದ್ಯಾರ್ಥಿಗಳು, ವಿದ್ಯಾರ್ಥಿಗಳು ಹಾಜರಿದ್ದರು. xyxy=(400,1179,586,1226)
headline-line: ಕಾನಾಮಡುಗು ಶ್ರೀಶರಣ ಬಸವೇಶ್ವರ xyxy=(299,41,526,65)
paragraph: ಉಪಯೋಜನೆಯಡಿ ಡಿಸೆಂಬರ್.01 ರಿಂದ 30 ರವರೆಗೆ ಕಾಲಾವಕಾಶ ನೀಡಲಾಗಿದೆ. ಅರ್ಹ ಆಸಕ್ತರು xyxy=(769,519,931,542)
article-aids-day xyxy=(14,40,228,660)
article-body xyxy=(14,125,228,451)
